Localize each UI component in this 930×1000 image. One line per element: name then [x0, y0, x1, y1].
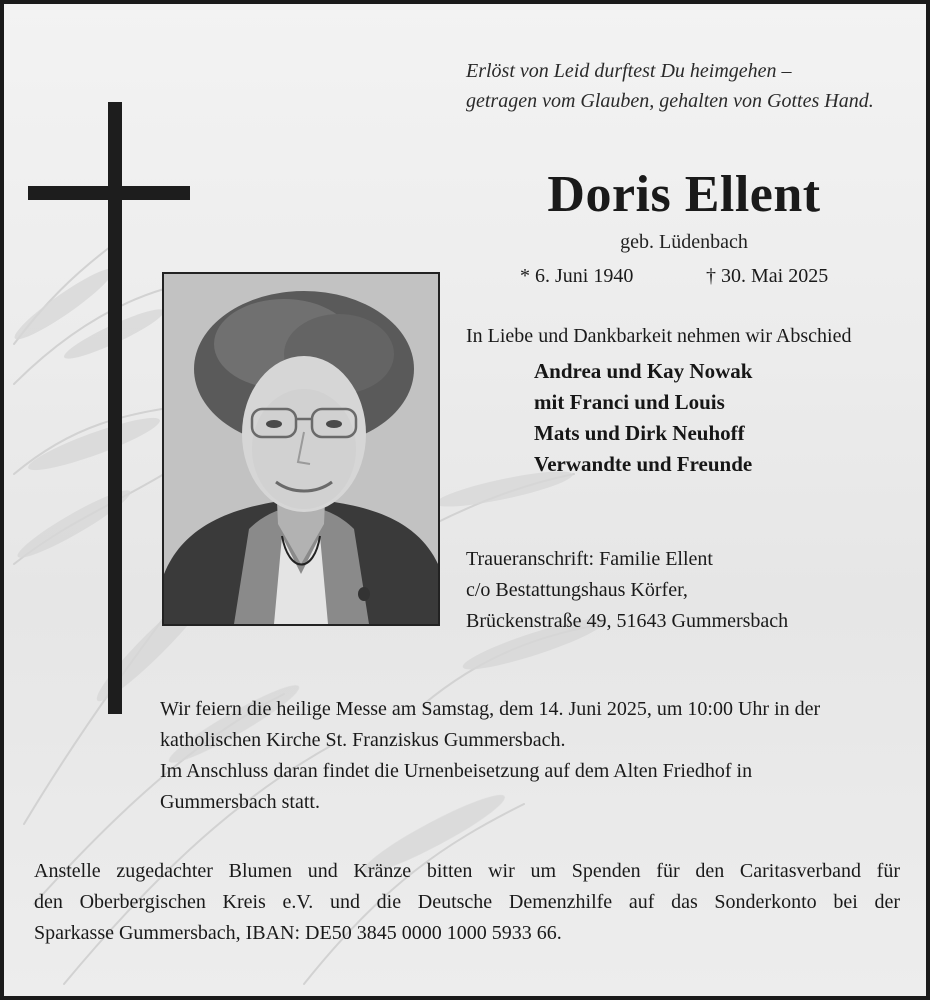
quote-line: Erlöst von Leid durftest Du heimgehen – — [466, 60, 792, 82]
donation-line: Anstelle zugedachter Blumen und Kränze bitten wir um Spenden für den Caritasverband für — [34, 860, 900, 882]
service-line: Im Anschluss daran findet die Urnenbeisetzung auf dem Alten Friedhof in — [160, 760, 753, 782]
mourner-line: Verwandte und Freunde — [534, 452, 753, 476]
donation-request — [34, 856, 900, 949]
mourners-list — [534, 356, 752, 480]
address-line: Brückenstraße 49, 51643 Gummersbach — [466, 610, 789, 632]
grass-background-decoration — [4, 4, 926, 996]
donation-line: Sparkasse Gummersbach, IBAN: DE50 3845 0000 1000 5933 66. — [34, 922, 562, 944]
service-line: Wir feiern die heilige Messe am Samstag, dem 14. Juni 2025, um 10:00 Uhr in der — [160, 698, 821, 720]
service-line: katholischen Kirche St. Franziskus Gummersbach. — [160, 729, 566, 751]
service-line: Gummersbach statt. — [160, 791, 320, 813]
address-line: c/o Bestattungshaus Körfer, — [466, 579, 688, 601]
donation-line: den Oberbergischen Kreis e.V. und die Deutsche Demenzhilfe auf das Sonderkonto bei der — [34, 891, 900, 913]
death-date: † 30. Mai 2025 — [706, 265, 829, 287]
birth-date: * 6. Juni 1940 — [520, 265, 634, 287]
deceased-name: Doris Ellent — [547, 166, 821, 223]
epitaph-quote — [466, 56, 916, 116]
mourner-line: Mats und Dirk Neuhoff — [534, 421, 745, 445]
mourner-line: Andrea und Kay Nowak — [534, 359, 753, 383]
farewell-line: In Liebe und Dankbarkeit nehmen wir Abschied — [466, 325, 852, 347]
mourner-line: mit Franci und Louis — [534, 390, 725, 414]
birth-name: geb. Lüdenbach — [620, 231, 748, 253]
address-line: Traueranschrift: Familie Ellent — [466, 548, 713, 570]
service-details — [160, 694, 900, 818]
mourning-address — [466, 544, 788, 637]
portrait-photo — [162, 272, 440, 626]
quote-line: getragen vom Glauben, gehalten von Gottes Hand. — [466, 90, 874, 112]
cross-icon-horizontal-bar — [28, 186, 190, 200]
